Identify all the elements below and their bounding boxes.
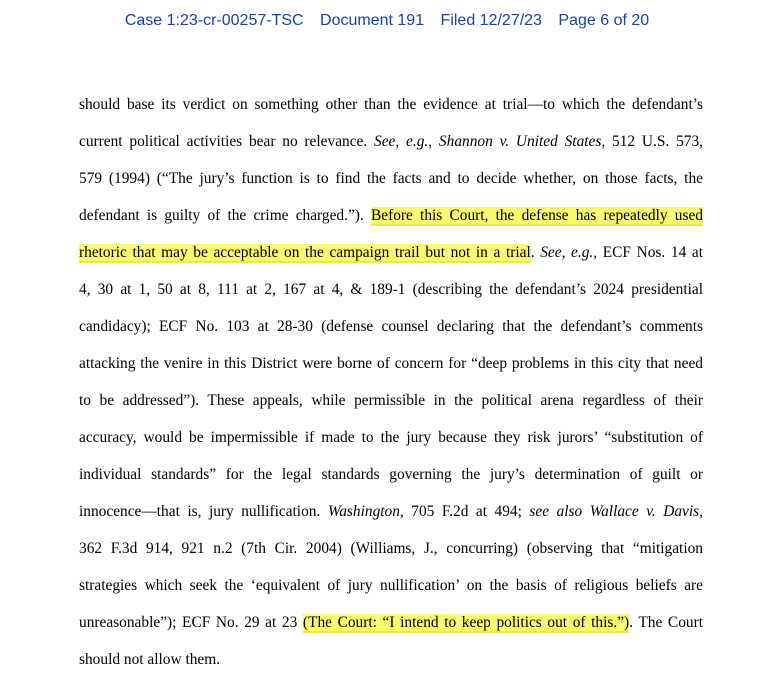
text-line-14 xyxy=(79,574,703,598)
text-line-7 xyxy=(79,315,703,339)
text-line-11 xyxy=(79,463,703,487)
citation-signal: See, e.g. xyxy=(374,133,429,150)
line-3-text: 579 (1994) (“The jury’s function is to find the facts and to decide whether, on those facts, the xyxy=(79,170,703,187)
case-name-washington: Washington xyxy=(327,503,400,520)
line-12-text-a: innocence—that is, jury nullification. xyxy=(79,503,328,520)
line-15-text-a: unreasonable”); ECF No. 29 at 23 xyxy=(79,614,303,631)
line-16-text: should not allow them. xyxy=(79,651,221,668)
text-line-12 xyxy=(79,500,703,524)
text-line-15 xyxy=(79,611,703,635)
text-line-13 xyxy=(79,537,703,561)
highlighted-text-3: (The Court: “I intend to keep politics out of this.”) xyxy=(302,614,630,631)
line-7-text: candidacy); ECF No. 103 at 28-30 (defense counsel declaring that the defendant’s comments xyxy=(79,318,703,335)
case-name-wallace: see also Wallace v. Davis xyxy=(529,503,700,520)
text-line-2 xyxy=(79,130,703,154)
text-line-9 xyxy=(79,389,703,413)
text-line-10 xyxy=(79,426,703,450)
line-11-text: individual standards” for the legal standards governing the jury’s determination of guilt or xyxy=(79,466,703,483)
highlighted-text-1: Before this Court, the defense has repeatedly used xyxy=(370,207,703,224)
line-13-text: 362 F.3d 914, 921 n.2 (7th Cir. 2004) (Williams, J., concurring) (observing that “mitigation xyxy=(79,540,703,557)
line-4-text-a: defendant is guilty of the crime charged.”). xyxy=(79,207,371,224)
line-14-text: strategies which seek the ‘equivalent of jury nullification’ on the basis of religious beliefs are xyxy=(79,577,703,594)
text-line-3 xyxy=(79,167,703,191)
line-9-text: to be addressed”). These appeals, while permissible in the political arena regardless of their xyxy=(79,392,703,409)
case-name-shannon: Shannon v. United States xyxy=(438,133,602,150)
citation-signal-2: See, e.g. xyxy=(540,244,594,261)
line-1-text: should base its verdict on something other than the evidence at trial—to which the defendant’s xyxy=(79,96,703,113)
line-12-text-c: , 705 F.2d at 494; xyxy=(399,503,530,520)
line-8-text: attacking the venire in this District were borne of concern for “deep problems in this city that need xyxy=(79,355,703,372)
text-line-5 xyxy=(79,241,703,265)
text-line-1 xyxy=(79,93,703,117)
case-number: Case 1:23-cr-00257-TSC xyxy=(124,12,304,29)
document-number: Document 191 xyxy=(320,12,425,29)
text-line-16 xyxy=(79,648,703,672)
filed-date: Filed 12/27/23 xyxy=(440,12,542,29)
line-2-text-c: , xyxy=(428,133,439,150)
page-number: Page 6 of 20 xyxy=(558,12,650,29)
text-line-6 xyxy=(79,278,703,302)
line-10-text: accuracy, would be impermissible if made to the jury because they risk jurors’ “substitution of xyxy=(79,429,703,446)
line-2-text-e: , 512 U.S. 573, xyxy=(601,133,704,150)
line-15-text-c: . The Court xyxy=(629,614,703,631)
line-2-text-a: current political activities bear no relevance. xyxy=(79,133,375,150)
page-header xyxy=(0,12,774,30)
text-line-8 xyxy=(79,352,703,376)
line-5-text-b: . xyxy=(530,244,541,261)
line-12-text-e: , xyxy=(699,503,703,520)
text-line-4 xyxy=(79,204,703,228)
highlighted-text-2: rhetoric that may be acceptable on the campaign trail but not in a trial xyxy=(79,244,531,261)
line-5-text-d: , ECF Nos. 14 at xyxy=(593,244,703,261)
line-6-text: 4, 30 at 1, 50 at 8, 111 at 2, 167 at 4, & 189-1 (describing the defendant’s 2024 presidential xyxy=(79,281,703,298)
